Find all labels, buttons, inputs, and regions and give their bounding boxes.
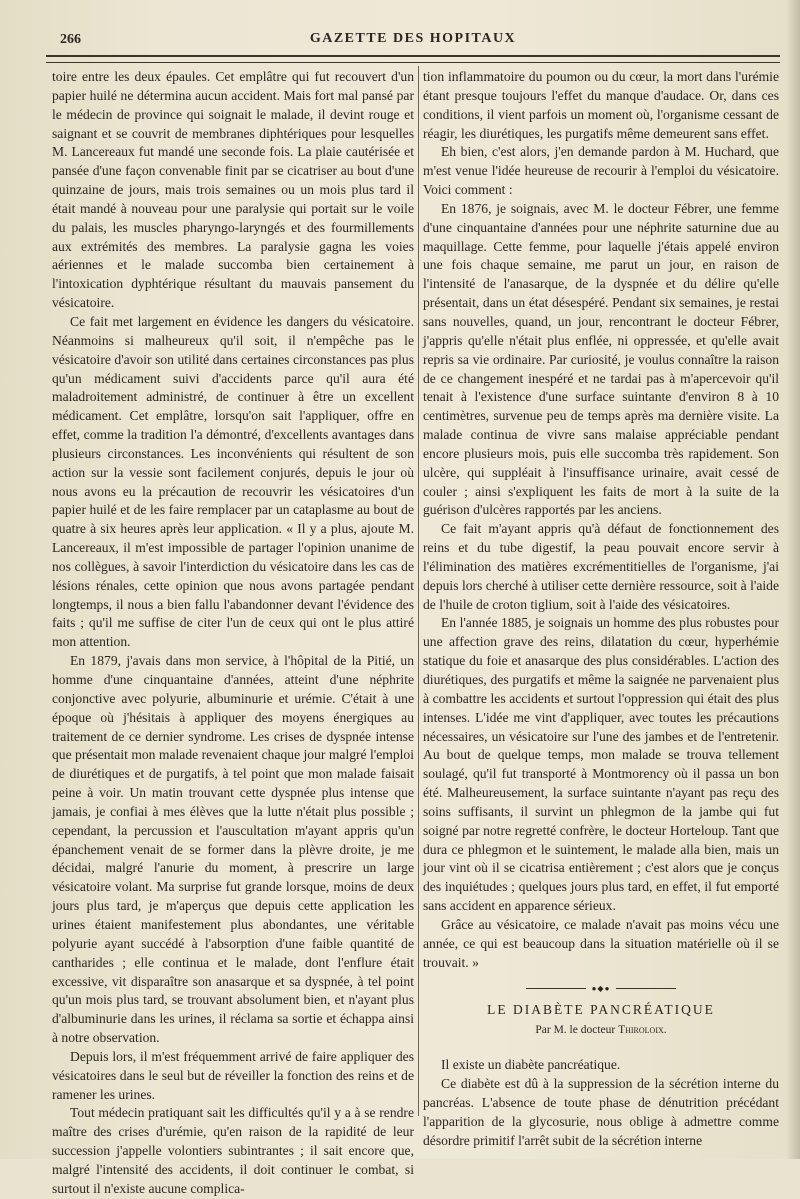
author-prefix: Par M. le docteur (535, 1024, 616, 1037)
paragraph: Ce fait met largement en évidence les dangers du vésicatoire. Néanmoins si malheureux qu'il soit, il n'empêche pas le vésicatoire d'avoir son utilité dans certaines circonstances pas plus qu'un médicament suivi d'accidents parce qu'il aura été maladroitement administré, de continuer à être un excellent médicament. Cet emplâtre, lorsqu'on sait l'appliquer, offre en effet, comme la tradition l'a démontré, d'excellents avantages dans plusieurs circonstances. Les inconvénients qui résultent de son action sur la vessie sont facilement conjurés, depuis le jour où nous avons eu la précaution de recouvrir les vésicatoires d'un papier huilé et de les faire remplacer par un cataplasme au bout de quatre à six heures après leur application. « Il y a plus, ajoute M. Lancereaux, il m'est impossible de partager l'opinion unanime de nos collègues, à savoir l'interdiction du vésicatoire dans les cas de lésions rénales, cette opinion que nous avons partagée pendant longtemps, il nous a bien fallu l'abandonner devant l'évidence des faits ; qu'il me suffise de citer l'un de ceux qui ont le plus attiré mon attention. (52, 313, 414, 650)
page-edge-shadow (786, 0, 800, 1159)
paragraph: Tout médecin pratiquant sait les difficultés qu'il y a à se rendre maître des crises d'urémie, qu'en raison de la rapidité de leur succession j'appelle volontiers subintrantes ; il sait encore que, malgré l'intensité des accidents, il doit continuer le combat, si surtout il n'existe aucune complica- (52, 1105, 414, 1196)
author-name: Thiroloix. (618, 1024, 667, 1037)
paragraph: Eh bien, c'est alors, j'en demande pardon à M. Huchard, que m'est venue l'idée heureuse de recourir à l'emploi du vésicatoire. Voici comment : (423, 144, 779, 198)
paragraph: Grâce au vésicatoire, ce malade n'avait pas moins vécu une année, ce qui est beaucoup dans la situation matérielle où il se trouvait. » (423, 916, 779, 970)
paragraph: En 1879, j'avais dans mon service, à l'hôpital de la Pitié, un homme d'une cinquantaine d'années, atteint d'une néphrite conjonctive avec polyurie, albuminurie et urémie. C'était à une époque où j'hésitais à appliquer des moyens énergiques au traitement de ce dernier syndrome. Les crises de dyspnée intense que présentait mon malade revenaient chaque jour malgré l'emploi de diurétiques et de purgatifs, à tel point que mon malade faisait peine à voir. Un matin trouvant cette dyspnée plus intense que jamais, je confiai à mes élèves que la lutte n'était plus possible ; cependant, la percussion et l'auscultation m'ayant appris qu'un épanchement venait de se former dans la plèvre droite, je me décidai, malgré l'anurie du moment, à prescrire un large vésicatoire volant. Ma surprise fut grande lorsque, moins de deux jours plus tard, je m'aperçus que depuis cette application les urines étaient manifestement plus abondantes, une véritable polyurie ayant succédé à l'absorption d'une faible quantité de cantharides ; elle continua et le malade, dont l'enflure était excessive, vit disparaître son anasarque et sa dyspnée, à tel point qu'un mois plus tard, se trouvant absolument bien, et n'ayant plus d'albuminurie dans les urines, il réclama sa sortie et échappa ainsi à notre observation. (52, 653, 414, 1046)
paragraph: En 1876, je soignais, avec M. le docteur Fébrer, une femme d'une cinquantaine d'années pour une néphrite saturnine due au maquillage. Cette femme, pour laquelle j'étais appelé environ une fois chaque semaine, me parut un jour, en raison de l'intensité de l'anasarque, de la dyspnée et du délire qu'elle présentait, dans un état désespéré. Pendant six semaines, je restai sans nouvelles, quand, un jour, rencontrant le docteur Fébrer, j'appris qu'elle n'était plus enflée, ni oppressée, et qu'elle avait repris sa vie ordinaire. Par curiosité, je voulus connaître la raison de ce changement inespéré et ne tardai pas à m'apercevoir qu'il tenait à l'existence d'une surface suintante d'environ 8 à 10 centimètres, survenue peu de temps après ma dernière visite. La malade continua de vivre sans malaise appréciable pendant encore plusieurs mois, puis elle succomba très rapidement. Son ulcère, qui suppléait à l'insuffisance urinaire, avait cessé de couler ; ainsi s'expliquent les faits de mort à la suite de la guérison d'ulcères rapportés par les anciens. (423, 200, 779, 518)
section-author (423, 1021, 779, 1040)
separator-ornament: ●◆● (591, 983, 611, 993)
column-divider (418, 66, 419, 1116)
paragraph: En l'année 1885, je soignais un homme des plus robustes pour une affection grave des reins, dilatation du cœur, hyperhémie statique du foie et anasarque des plus considérables. L'action des diurétiques, des purgatifs et même la saignée ne parvenaient plus à combattre les accidents et surtout l'oppression qui était des plus intenses. L'idée me vint d'appliquer, avec toutes les précautions nécessaires, un vésicatoire sur l'une des jambes et de l'entretenir. Au bout de quelque temps, mon malade se trouva tellement soulagé, qu'il fut transporté à Montmorency où il passa un bon été. Malheureusement, la surface suintante n'ayant pas reçu des soins suffisants, il survint un phlegmon de la jambe qui fut soigné par notre regretté confrère, le docteur Horteloup. Tant que dura ce phlegmon et le suintement, le malade alla bien, mais un jour vint où il se cicatrisa entièrement ; c'est alors que je conçus des inquiétudes ; quelques jours plus tard, en effet, il fut emporté sans accident en apparence sérieux. (423, 615, 779, 914)
section-separator (526, 985, 676, 993)
paragraph: tion inflammatoire du poumon ou du cœur, la mort dans l'urémie étant presque toujours l'effet du manque d'audace. Or, dans ces conditions, il vient parfois un moment où, l'organisme cessant de réagir, les diurétiques, les purgatifs même demeurent sans effet. (423, 69, 779, 141)
right-column (423, 68, 779, 1150)
section-title: LE DIABÈTE PANCRÉATIQUE (487, 1001, 715, 1017)
separator-line-left (526, 988, 586, 989)
separator-line-right (616, 988, 676, 989)
paragraph: Il existe un diabète pancréatique. (441, 1057, 621, 1073)
paragraph: Depuis lors, il m'est fréquemment arrivé de faire appliquer des vésicatoires dans le seul but de réveiller la fonction des reins et de ramener les urines. (52, 1048, 414, 1102)
left-column (52, 68, 414, 1199)
header-rule (46, 55, 780, 63)
page-number: 266 (60, 32, 81, 47)
paragraph: toire entre les deux épaules. Cet emplâtre qui fut recouvert d'un papier huilé ne détermina aucun accident. Mais fort mal pansé par le médecin de province qui soignait le malade, il devint rouge et saignant et se couvrit de membranes diphtériques pour lesquelles M. Lancereaux fut mandé une seconde fois. La plaie cautérisée et pansée d'une façon convenable finit par se cicatriser au bout d'une quinzaine de jours, mais trois semaines ou un mois plus tard il était mandé à nouveau pour une paralysie qui portait sur le voile du palais, les muscles pharyngo-laryngés et des fourmillements aux extrémités des membres. La paralysie gagna les voies aériennes et le malade succomba bien certainement à l'intoxication dyphtérique résultant du mauvais pansement du vésicatoire. (52, 69, 414, 311)
page-header (46, 30, 780, 52)
journal-title: GAZETTE DES HOPITAUX (309, 31, 517, 46)
paragraph: Ce diabète est dû à la suppression de la sécrétion interne du pancréas. L'absence de toute phase de dénutrition précédant l'apparition de la glycosurie, nous oblige à admettre comme désordre primitif l'arrêt subit de la sécrétion interne (423, 1076, 779, 1148)
paragraph: Ce fait m'ayant appris qu'à défaut de fonctionnement des reins et du tube digestif, la peau pouvait encore servir à l'élimination des matières excrémentitielles de l'organisme, j'ai depuis lors cherché à utiliser cette dernière ressource, soit à l'aide de l'huile de croton tiglium, soit à l'aide des vésicatoires. (423, 521, 779, 612)
